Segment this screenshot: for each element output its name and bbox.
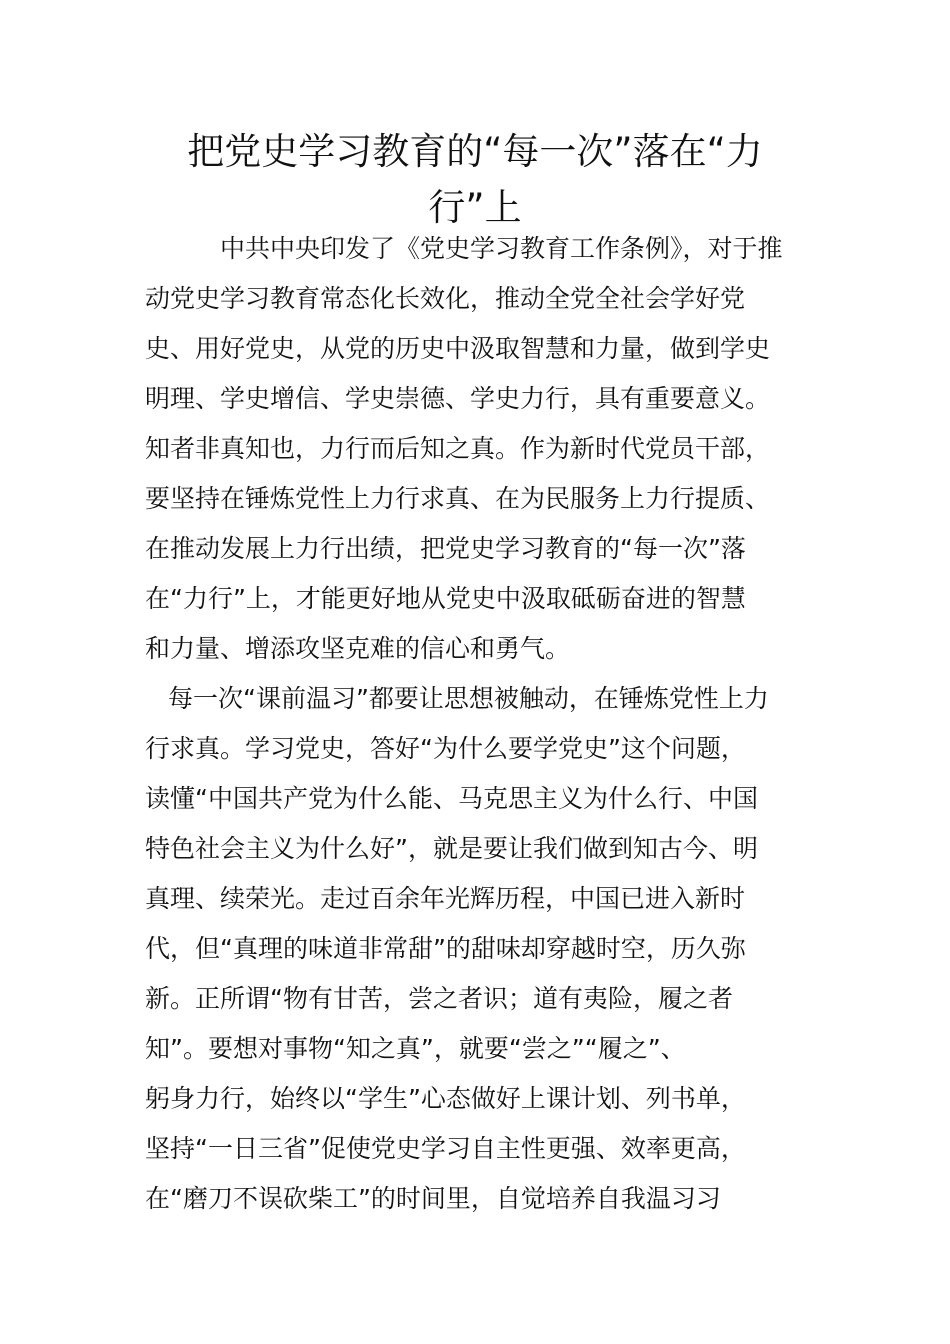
body-line: 知”。要想对事物“知之真”，就要“尝之”“履之”、 bbox=[145, 1034, 686, 1063]
body-line: 真理、续荣光。走过百余年光辉历程，中国已进入新时 bbox=[145, 884, 746, 913]
body-line: 坚持“一日三省”促使党史学习自主性更强、效率更高， bbox=[145, 1134, 746, 1163]
body-line: 在推动发展上力行出绩，把党史学习教育的“每一次”落 bbox=[145, 534, 746, 563]
body-line: 躬身力行，始终以“学生”心态做好上课计划、列书单， bbox=[145, 1084, 746, 1113]
body-line: 特色社会主义为什么好”，就是要让我们做到知古今、明 bbox=[145, 834, 758, 863]
body-line: 代，但“真理的味道非常甜”的甜味却穿越时空，历久弥 bbox=[145, 934, 746, 963]
body-line: 史、用好党史，从党的历史中汲取智慧和力量，做到学史 bbox=[145, 334, 771, 363]
body-line: 明理、学史增信、学史崇德、学史力行，具有重要意义。 bbox=[145, 384, 771, 413]
body-line: 知者非真知也，力行而后知之真。作为新时代党员干部， bbox=[145, 434, 771, 463]
body-line: 中共中央印发了《党史学习教育工作条例》，对于推 bbox=[220, 234, 783, 263]
body-line: 每一次“课前温习”都要让思想被触动，在锤炼党性上力 bbox=[168, 684, 769, 713]
body-line: 新。正所谓“物有甘苦，尝之者识；道有夷险，履之者 bbox=[145, 984, 733, 1013]
body-line: 读懂“中国共产党为什么能、马克思主义为什么行、中国 bbox=[145, 784, 758, 813]
title-line-2: 行”上 bbox=[428, 186, 522, 229]
body-line: 在“磨刀不误砍柴工”的时间里，自觉培养自我温习习 bbox=[145, 1184, 721, 1213]
document-title bbox=[150, 124, 800, 236]
title-line-1: 把党史学习教育的“每一次”落在“力 bbox=[187, 130, 763, 173]
body-line: 动党史学习教育常态化长效化，推动全党全社会学好党 bbox=[145, 284, 746, 313]
body-line: 在“力行”上，才能更好地从党史中汲取砥砺奋进的智慧 bbox=[145, 584, 746, 613]
body-line: 行求真。学习党史，答好“为什么要学党史”这个问题， bbox=[145, 734, 746, 763]
body-line: 和力量、增添攻坚克难的信心和勇气。 bbox=[145, 634, 571, 663]
body-line: 要坚持在锤炼党性上力行求真、在为民服务上力行提质、 bbox=[145, 484, 771, 513]
